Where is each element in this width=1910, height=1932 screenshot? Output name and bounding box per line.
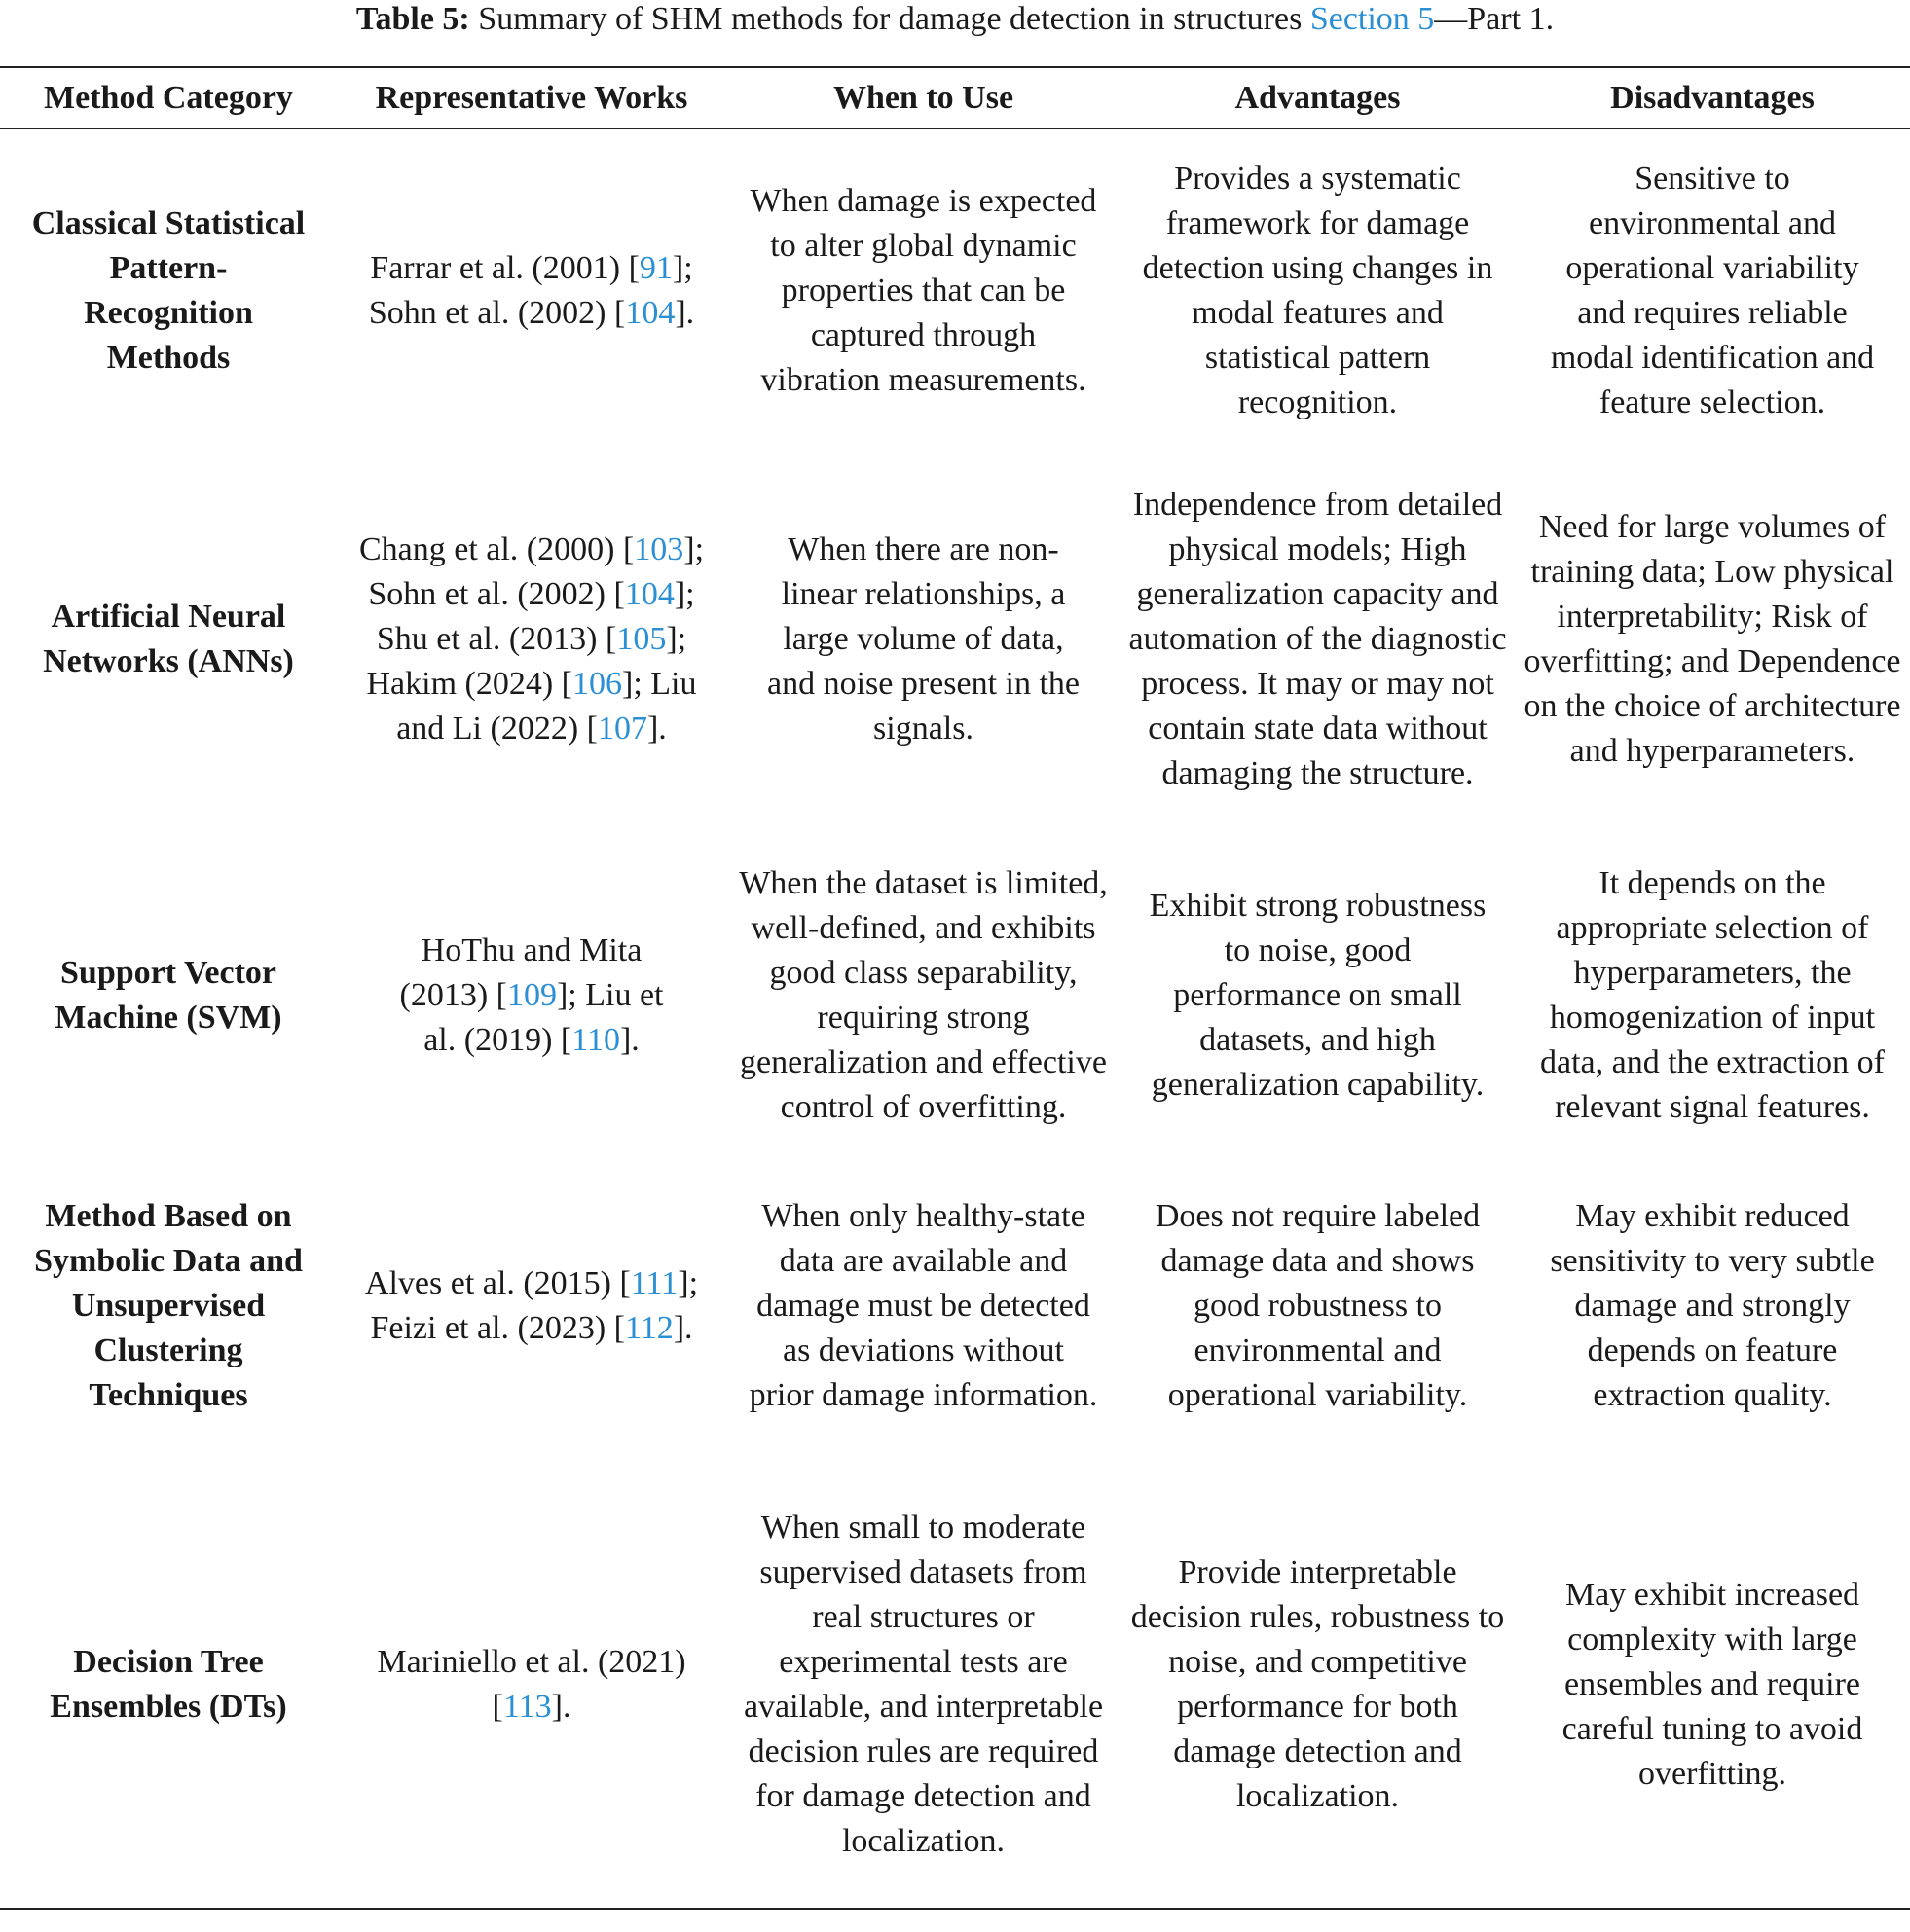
table-row xyxy=(0,1150,1910,1461)
disadvantages-cell: It depends on the appropriate selection of hyperparameters, the homogenization of input data, and the extraction of relevant signal features. xyxy=(1539,865,1885,1125)
citation-link[interactable]: 104 xyxy=(624,576,675,612)
table-row xyxy=(0,841,1910,1150)
when-to-use-cell: When small to moderate supervised datasets from real structures or experimental tests are available, and interpretable decision rules are required for damage detection and localization. xyxy=(726,1461,1120,1909)
representative-works-cell xyxy=(337,841,726,1150)
representative-works-cell xyxy=(337,438,726,841)
works-text: Mariniello et al. (2021) [ xyxy=(377,1643,686,1725)
works-text: ]; Liu et al. (2019) [ xyxy=(423,977,664,1058)
representative-works-cell xyxy=(337,129,726,439)
header-method-category: Method Category xyxy=(0,67,337,129)
disadvantages-cell: May exhibit increased complexity with large ensembles and require careful tuning to avoid overfitting. xyxy=(1515,1461,1910,1909)
works-text: Alves et al. (2015) [ xyxy=(364,1264,631,1301)
citation-link[interactable]: 106 xyxy=(572,666,623,702)
method-category-cell: Support Vector Machine (SVM) xyxy=(55,955,282,1036)
table-row xyxy=(0,438,1910,841)
header-disadvantages: Disadvantages xyxy=(1515,67,1910,129)
citation-link[interactable]: 112 xyxy=(624,1309,674,1346)
works-text: ]. xyxy=(619,1022,640,1058)
disadvantages-cell: Sensitive to environmental and operational variability and requires reliable modal identification and feature selection. xyxy=(1550,160,1875,420)
table-caption xyxy=(0,0,1910,43)
works-text: ]; Feizi et al. (2023) [ xyxy=(370,1264,699,1346)
table-row xyxy=(0,129,1910,439)
advantages-cell: Does not require labeled damage data and shows good robustness to environmental and operational variability. xyxy=(1155,1197,1481,1413)
when-to-use-cell: When only healthy-state data are available and damage must be detected as deviations without prior damage information. xyxy=(749,1197,1098,1413)
header-when-to-use: When to Use xyxy=(726,67,1120,129)
citation-link[interactable]: 105 xyxy=(616,621,667,657)
advantages-cell: Exhibit strong robustness to noise, good performance on small datasets, and high generalization capability. xyxy=(1149,888,1487,1103)
works-text: ]. xyxy=(646,711,667,747)
when-to-use-cell: When there are non-linear relationships, a large volume of data, and noise present in the signals. xyxy=(766,531,1081,747)
header-representative-works: Representative Works xyxy=(337,67,726,129)
works-text: ]; Sohn et al. (2002) [ xyxy=(368,249,693,331)
when-to-use-cell: When the dataset is limited, well-defined, and exhibits good class separability, requiring strong generalization and effective control of overfitting. xyxy=(739,865,1108,1125)
disadvantages-cell: May exhibit reduced sensitivity to very subtle damage and strongly depends on feature extraction quality. xyxy=(1550,1197,1875,1413)
works-text: ]. xyxy=(551,1688,571,1725)
section-link[interactable]: Section 5 xyxy=(1309,1,1435,37)
header-advantages: Advantages xyxy=(1120,67,1515,129)
works-text: ]. xyxy=(675,294,695,331)
representative-works-cell xyxy=(337,1150,726,1461)
citation-link[interactable]: 104 xyxy=(625,294,676,331)
works-text: ]; Shu et al. (2013) [ xyxy=(376,576,695,657)
works-text: ]; Sohn et al. (2002) [ xyxy=(368,531,705,612)
advantages-cell: Provides a systematic framework for damage detection using changes in modal features and statistical pattern recognition. xyxy=(1142,160,1493,420)
when-to-use-cell: When damage is expected to alter global dynamic properties that can be captured through vibration measurements. xyxy=(750,182,1097,398)
caption-text: Summary of SHM methods for damage detection in structures xyxy=(478,1,1303,37)
works-text: HoThu and Mita (2013) [ xyxy=(399,932,643,1013)
method-category-cell: Classical Statistical Pattern-Recognition Methods xyxy=(31,204,306,376)
disadvantages-cell: Need for large volumes of training data; Low physical interpretability; Risk of overfitting; and Dependence on the choice of architecture and hyperparameters. xyxy=(1524,509,1901,769)
works-text: ]. xyxy=(673,1309,693,1346)
citation-link[interactable]: 109 xyxy=(506,977,557,1013)
works-text: ]; Liu and Li (2022) [ xyxy=(396,666,697,747)
citation-link[interactable]: 113 xyxy=(502,1688,552,1725)
header-row xyxy=(0,67,1910,129)
method-category-cell: Method Based on Symbolic Data and Unsupervised Clustering Techniques xyxy=(34,1197,303,1413)
shm-methods-table xyxy=(0,66,1910,1910)
works-text: ]; Hakim (2024) [ xyxy=(366,621,687,702)
representative-works-cell xyxy=(337,1461,726,1909)
caption-label: Table 5: xyxy=(355,1,470,37)
works-text: Chang et al. (2000) [ xyxy=(358,531,635,567)
citation-link[interactable]: 107 xyxy=(597,711,647,747)
method-category-cell: Artificial Neural Networks (ANNs) xyxy=(43,599,294,679)
table-row xyxy=(0,1461,1910,1909)
advantages-cell: Independence from detailed physical models; High generalization capacity and automation of the diagnostic process. It may or may not contain state data without damaging the structure. xyxy=(1128,487,1507,791)
advantages-cell: Provide interpretable decision rules, robustness to noise, and competitive performance for both damage detection and localization. xyxy=(1120,1461,1515,1909)
works-text: Farrar et al. (2001) [ xyxy=(370,249,640,286)
citation-link[interactable]: 110 xyxy=(571,1022,620,1058)
citation-link[interactable]: 111 xyxy=(630,1264,679,1301)
caption-suffix: —Part 1. xyxy=(1434,1,1555,37)
citation-link[interactable]: 103 xyxy=(634,531,684,567)
method-category-cell: Decision Tree Ensembles (DTs) xyxy=(0,1461,337,1909)
citation-link[interactable]: 91 xyxy=(639,249,673,286)
